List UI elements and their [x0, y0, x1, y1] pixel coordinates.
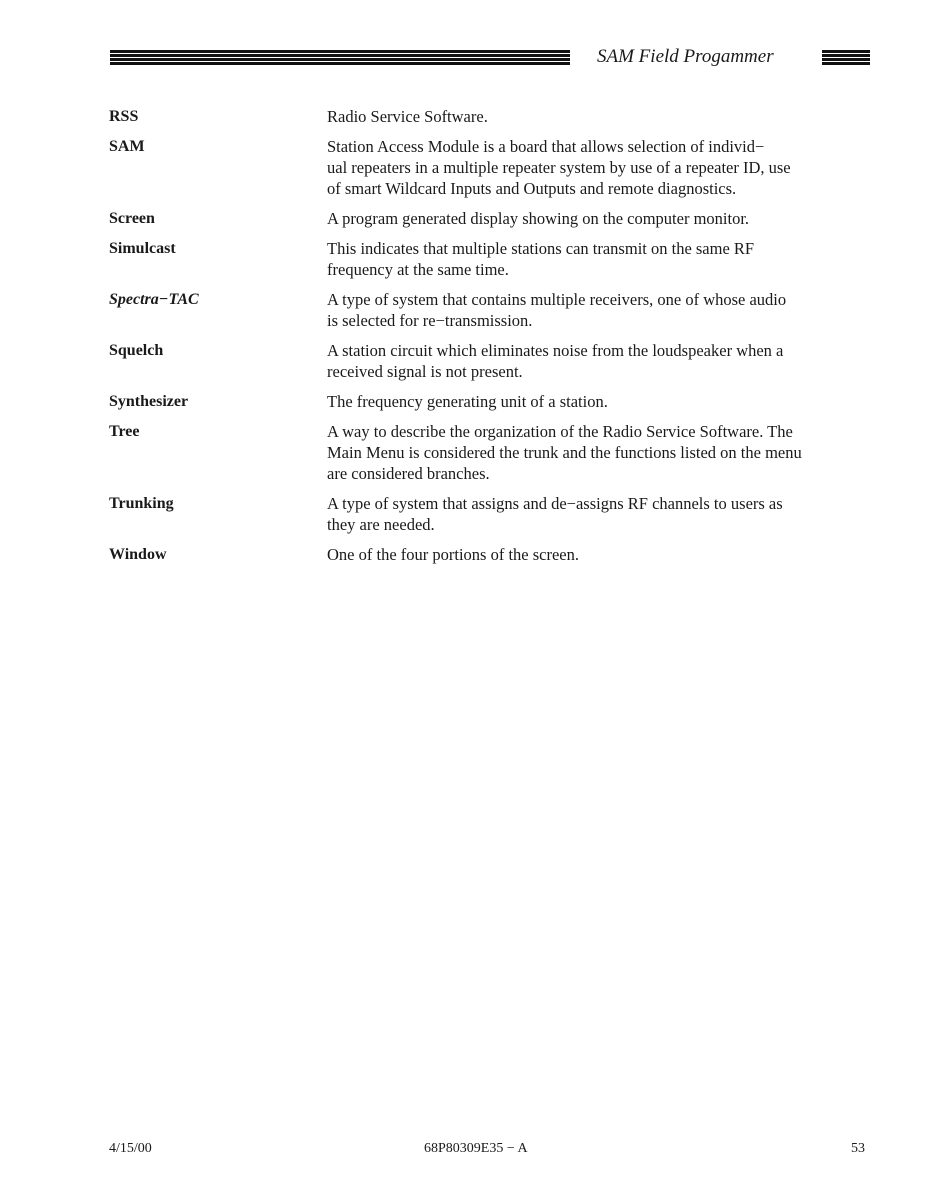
glossary-entry	[109, 136, 879, 199]
definition-line: Station Access Module is a board that allows selection of individ−	[327, 137, 765, 156]
glossary-term: Spectra−TAC	[109, 291, 199, 308]
footer-page-number: 53	[851, 1141, 865, 1156]
definition-line: A type of system that contains multiple receivers, one of whose audio	[327, 290, 787, 309]
glossary-term: Window	[109, 546, 167, 563]
glossary-term: Screen	[109, 210, 155, 227]
glossary-definition	[327, 340, 875, 382]
glossary-definition	[327, 106, 875, 127]
glossary-entry	[109, 238, 879, 280]
definition-line: is selected for re−transmission.	[327, 311, 533, 330]
glossary-term: Squelch	[109, 342, 164, 359]
glossary-definition	[327, 493, 875, 535]
rule-line	[110, 58, 570, 61]
glossary-entry	[109, 391, 879, 412]
definition-line: they are needed.	[327, 515, 435, 534]
definition-line: Main Menu is considered the trunk and the functions listed on the menu	[327, 443, 802, 462]
header-title: SAM Field Progammer	[597, 46, 774, 67]
glossary-term: Trunking	[109, 495, 174, 512]
glossary-definition	[327, 421, 875, 484]
glossary-entry	[109, 340, 879, 382]
definition-line: are considered branches.	[327, 464, 490, 483]
rule-line	[110, 62, 570, 65]
definition-line: ual repeaters in a multiple repeater system by use of a repeater ID, use	[327, 158, 791, 177]
glossary-term: Tree	[109, 423, 140, 440]
glossary-definition	[327, 238, 875, 280]
definition-line: A program generated display showing on the computer monitor.	[327, 209, 750, 228]
rule-line	[822, 62, 870, 65]
glossary-definition	[327, 544, 875, 565]
glossary-entry	[109, 106, 879, 127]
rule-line	[110, 50, 570, 53]
definition-line: frequency at the same time.	[327, 260, 509, 279]
definition-line: A way to describe the organization of the Radio Service Software. The	[327, 422, 793, 441]
glossary-definition	[327, 136, 875, 199]
header-rule-right	[822, 50, 870, 65]
footer-doc-number: 68P80309E35 − A	[424, 1141, 528, 1156]
glossary-term: RSS	[109, 108, 139, 125]
glossary-definition	[327, 391, 875, 412]
definition-line: This indicates that multiple stations can transmit on the same RF	[327, 239, 755, 258]
rule-line	[822, 54, 870, 57]
definition-line: The frequency generating unit of a station.	[327, 392, 608, 411]
glossary-term: Synthesizer	[109, 393, 189, 410]
glossary-definition	[327, 208, 875, 229]
glossary-entry	[109, 421, 879, 484]
definition-line: received signal is not present.	[327, 362, 523, 381]
glossary-definition	[327, 289, 875, 331]
glossary-entry	[109, 208, 879, 229]
glossary-entry	[109, 544, 879, 565]
definition-line: Radio Service Software.	[327, 107, 488, 126]
footer-date: 4/15/00	[109, 1141, 152, 1156]
glossary-entry	[109, 289, 879, 331]
glossary-term: Simulcast	[109, 240, 176, 257]
rule-line	[822, 58, 870, 61]
rule-line	[110, 54, 570, 57]
definition-line: of smart Wildcard Inputs and Outputs and remote diagnostics.	[327, 179, 737, 198]
definition-line: One of the four portions of the screen.	[327, 545, 580, 564]
definition-line: A station circuit which eliminates noise from the loudspeaker when a	[327, 341, 784, 360]
header-rule-left	[110, 50, 570, 65]
glossary-term: SAM	[109, 138, 145, 155]
definition-line: A type of system that assigns and de−assigns RF channels to users as	[327, 494, 783, 513]
rule-line	[822, 50, 870, 53]
glossary-entry	[109, 493, 879, 535]
glossary-list	[109, 106, 879, 574]
